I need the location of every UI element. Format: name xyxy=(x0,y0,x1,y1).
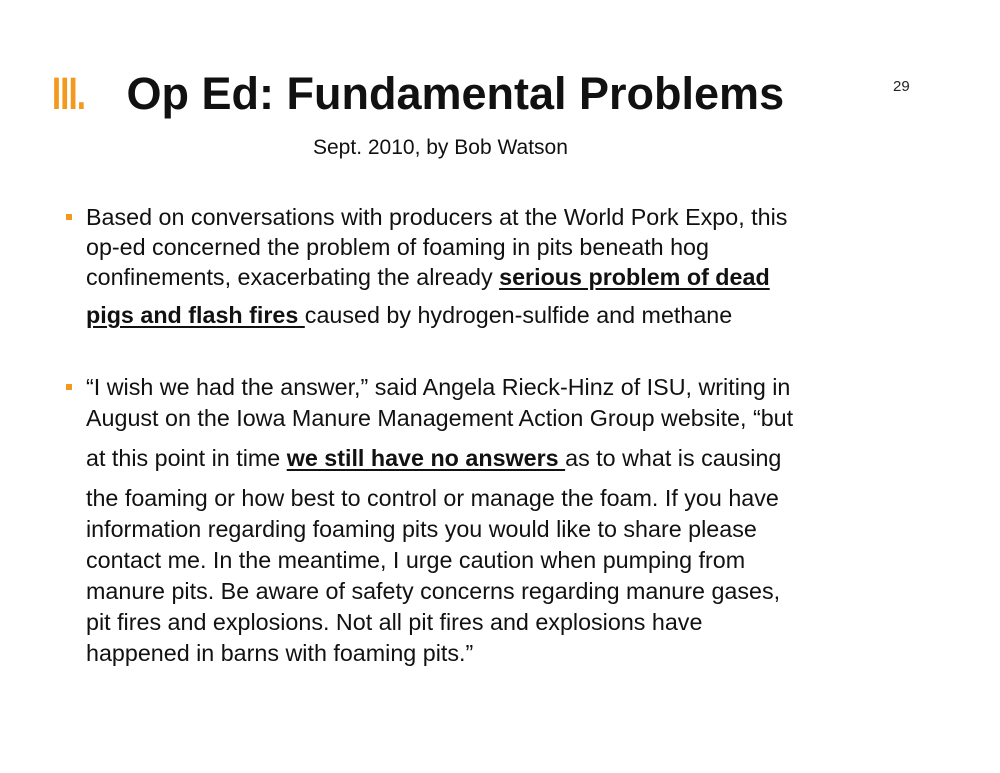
bullet-square-icon xyxy=(66,384,72,390)
text-fragment: caused by hydrogen-sulfide and methane xyxy=(304,302,733,328)
subtitle: Sept. 2010, by Bob Watson xyxy=(313,136,568,159)
text-line: the foaming or how best to control or manage the foam. If you have xyxy=(86,485,779,511)
title-text: Op Ed: Fundamental Problems xyxy=(126,68,785,119)
section-number: III. xyxy=(52,68,86,119)
text-line: contact me. In the meantime, I urge caution when pumping from xyxy=(86,547,746,573)
text-line xyxy=(86,434,946,483)
text-line: information regarding foaming pits you would like to share please xyxy=(86,516,757,542)
text-line: manure pits. Be aware of safety concerns regarding manure gases, xyxy=(86,578,781,604)
text-line xyxy=(86,292,946,338)
page-number: 29 xyxy=(893,78,910,95)
emphasis-text: pigs and flash fires xyxy=(86,302,305,328)
text-line: op-ed concerned the problem of foaming in pits beneath hog xyxy=(86,234,709,260)
text-fragment: at this point in time xyxy=(86,445,287,471)
text-fragment: as to what is causing xyxy=(565,445,782,471)
bullet-text-2 xyxy=(86,372,946,669)
text-line: August on the Iowa Manure Management Action Group website, “but xyxy=(86,405,794,431)
text-line: “I wish we had the answer,” said Angela Rieck-Hinz of ISU, writing in xyxy=(86,374,791,400)
bullet-text-1 xyxy=(86,202,946,338)
text-fragment: confinements, exacerbating the already xyxy=(86,264,500,290)
text-line: Based on conversations with producers at the World Pork Expo, this xyxy=(86,204,788,230)
text-line: happened in barns with foaming pits.” xyxy=(86,640,474,666)
slide-title xyxy=(52,66,784,122)
emphasis-text: we still have no answers xyxy=(286,445,566,471)
text-line: pit fires and explosions. Not all pit fires and explosions have xyxy=(86,609,703,635)
text-line xyxy=(86,262,946,292)
emphasis-text: serious problem of dead xyxy=(499,264,770,290)
bullet-square-icon xyxy=(66,214,72,220)
